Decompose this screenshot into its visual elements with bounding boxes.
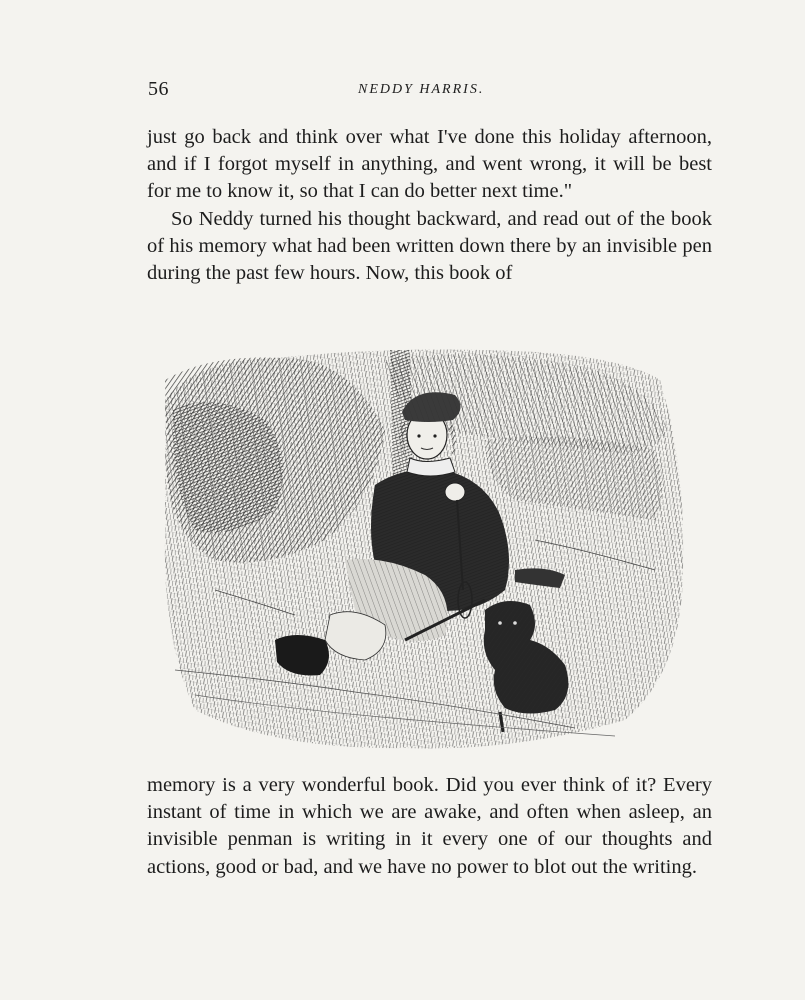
text-block-bottom <box>147 772 712 881</box>
page-number: 56 <box>148 78 169 100</box>
paragraph: memory is a very wonderful book. Did you ever think of it? Every instant of time in which we are awake, and often when asleep, an invisible penman is writing in it every one of our thoughts and actions, good or bad, and we have no power to blot out the writing. <box>147 774 712 878</box>
page-header <box>148 78 710 106</box>
paragraph: just go back and think over what I've done this holiday afternoon, and if I forgot myself in anything, and went wrong, it will be best for me to know it, so that I can do better next time." <box>147 126 712 203</box>
engraving-illustration <box>155 340 690 755</box>
paragraph: So Neddy turned his thought backward, and read out of the book of his memory what had been written down there by an invisible pen during the past few hours. Now, this book of <box>147 207 712 285</box>
running-title: NEDDY HARRIS. <box>358 82 485 97</box>
text-block-top <box>147 124 712 287</box>
engraving-boy-and-dog <box>155 340 690 755</box>
